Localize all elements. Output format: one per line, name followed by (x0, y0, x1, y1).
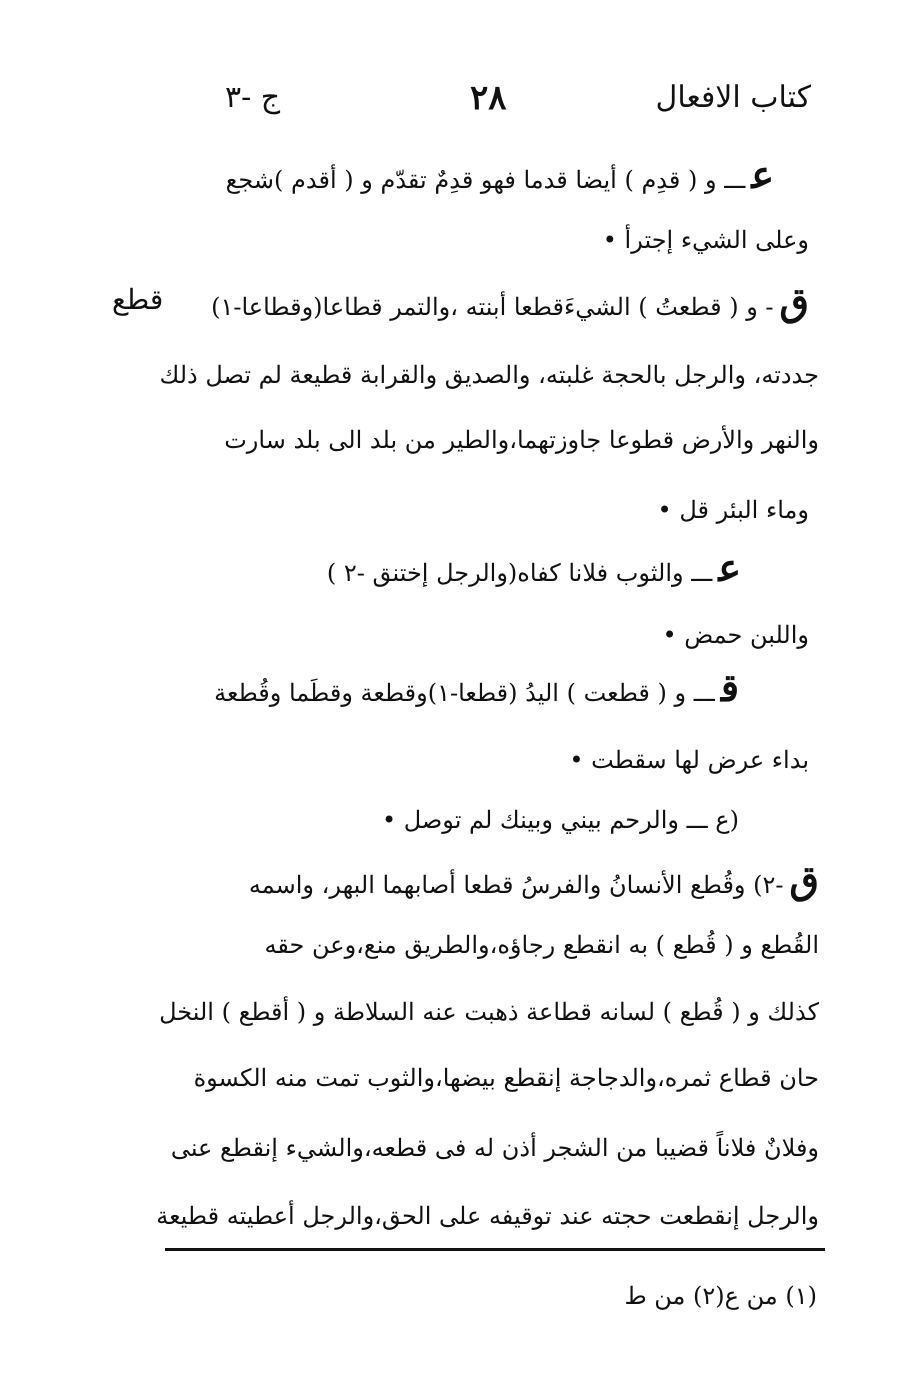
line-text: وفلانٌ فلاناً قضيبا من الشجر أذن له فى قطعه،والشيء إنقطع عنى (170, 1134, 819, 1162)
text-line-11 (382, 800, 739, 840)
text-line-8 (662, 615, 809, 655)
section-marker: ع (751, 152, 774, 197)
line-text: كذلك و ( قُطع ) لسانه قطاعة ذهبت عنه السلاطة و ( أقطع ) النخل (159, 998, 819, 1026)
text-line-6 (658, 490, 809, 530)
text-line-5 (224, 420, 819, 460)
text-line-3 (211, 279, 809, 324)
line-text: واللبن حمض • (662, 621, 809, 649)
text-line-13 (265, 925, 819, 965)
line-text: - و ( قطعتُ ) الشيءَقطعا أبنته ،والتمر قطاعا(وقطاعا-١) (211, 293, 774, 321)
footnote: (١) من ع(٢) من ط (624, 1282, 817, 1310)
text-line-1 (225, 152, 774, 197)
running-title: كتاب الافعال (655, 80, 811, 115)
text-line-16 (171, 1128, 819, 1168)
line-text: القُطع و ( قُطع ) به انقطع رجاؤه،والطريق منع،وعن حقه (264, 931, 819, 959)
line-text: ـــ و ( قطعت ) اليدُ (قطعا-١)وقطعة وقطَما وقُطعة (214, 679, 715, 707)
text-line-2 (603, 220, 809, 260)
volume-label: ج -٣ (225, 80, 281, 115)
line-text: بداء عرض لها سقطت • (569, 746, 809, 774)
line-text: ـــ و ( قدِم ) أيضا قدما فهو قدِمٌ تقدّم و ( أقدم )شجع (225, 166, 746, 194)
text-line-14 (159, 992, 819, 1032)
line-text: وعلى الشيء إجترأ • (602, 226, 809, 254)
line-text: -٢) وقُطع الأنسانُ والفرسُ قطعا أصابهما البهر، واسمه (248, 871, 784, 899)
section-marker: ع (718, 545, 741, 590)
text-line-7 (326, 545, 741, 590)
line-text: ـــ والثوب فلانا كفاه(والرجل إختنق -٢ ) (326, 559, 713, 587)
page-number: ٢٨ (470, 78, 507, 118)
section-marker: ق (779, 279, 809, 324)
section-marker: ق (789, 857, 819, 902)
section-marker: ق (720, 665, 739, 710)
line-text: جددته، والرجل بالحجة غلبته، والصديق والقرابة قطيعة لم تصل ذلك (159, 361, 819, 389)
footnote-divider (165, 1248, 825, 1251)
text-line-9 (214, 665, 739, 710)
text-line-12 (248, 857, 819, 902)
line-text: وماء البئر قل • (657, 496, 809, 524)
text-line-4 (159, 355, 819, 395)
line-text: (ع ـــ والرحم بيني وبينك لم توصل • (381, 806, 739, 834)
text-line-15 (194, 1058, 819, 1098)
line-text: والرجل إنقطعت حجته عند توقيفه على الحق،والرجل أعطيته قطيعة (156, 1202, 819, 1230)
text-line-17 (156, 1196, 819, 1236)
line-text: حان قطاع ثمره،والدجاجة إنقطع بيضها،والثوب تمت منه الكسوة (193, 1064, 819, 1092)
margin-root-word: قطع (112, 283, 164, 316)
text-line-10 (569, 740, 809, 780)
line-text: والنهر والأرض قطوعا جاوزتهما،والطير من بلد الى بلد سارت (224, 426, 819, 454)
